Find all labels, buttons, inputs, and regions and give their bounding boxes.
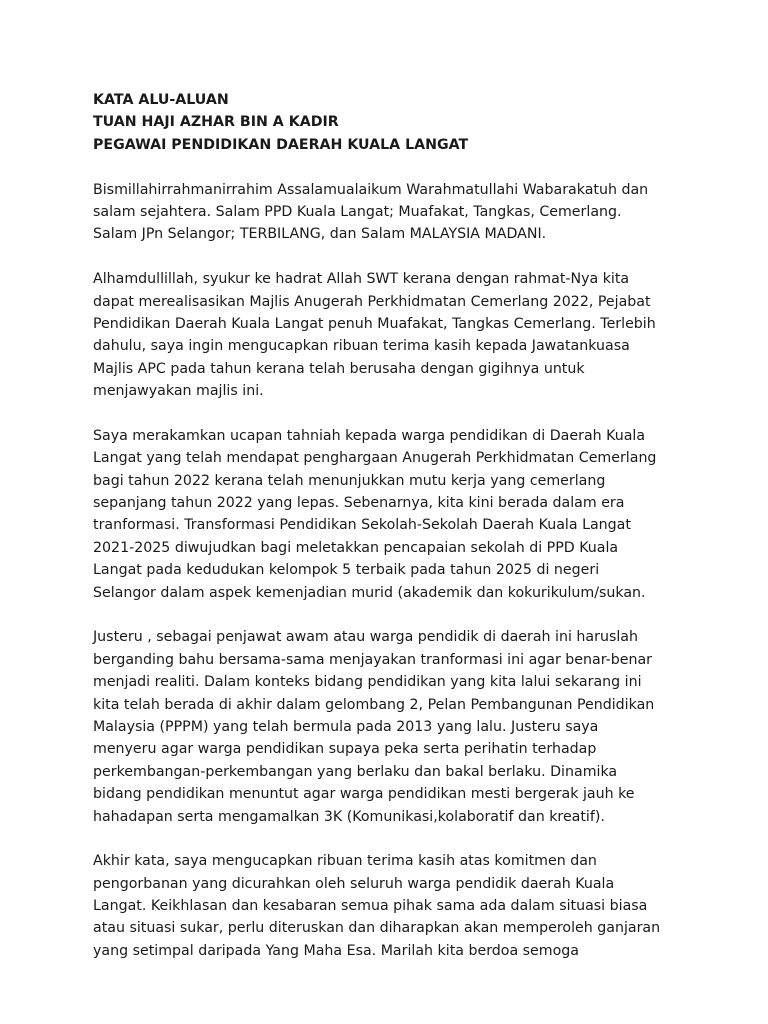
paragraph-greeting xyxy=(93,179,743,246)
paragraph-line: kita telah berada di akhir dalam gelombang 2, Pelan Pembangunan Pendidikan xyxy=(93,696,655,713)
paragraph-line: Langat yang telah mendapat penghargaan Anugerah Perkhidmatan Cemerlang xyxy=(93,450,657,467)
paragraph-line: perkembangan-perkembangan yang berlaku dan bakal berlaku. Dinamika xyxy=(93,763,618,780)
paragraph-line: sepanjang tahun 2022 yang lepas. Sebenarnya, kita kini berada dalam era xyxy=(93,495,625,512)
paragraph-line: Akhir kata, saya mengucapkan ribuan terima kasih atas komitmen dan xyxy=(93,853,597,870)
paragraph-line: Pendidikan Daerah Kuala Langat penuh Muafakat, Tangkas Cemerlang. Terlebih xyxy=(93,315,656,332)
paragraph-gratitude xyxy=(93,268,743,402)
paragraph-line: Salam JPn Selangor; TERBILANG, dan Salam MALAYSIA MADANI. xyxy=(93,226,547,243)
paragraph-closing xyxy=(93,850,743,962)
paragraph-line: yang setimpal daripada Yang Maha Esa. Marilah kita berdoa semoga xyxy=(93,942,579,959)
heading-position: PEGAWAI PENDIDIKAN DAERAH KUALA LANGAT xyxy=(93,136,469,153)
heading-title: KATA ALU-ALUAN xyxy=(93,92,229,108)
paragraph-line: bagi tahun 2022 kerana telah menunjukkan mutu kerja yang cemerlang xyxy=(93,472,606,489)
paragraph-line: Bismillahirrahmanirrahim Assalamualaikum Warahmatullahi Wabarakatuh dan xyxy=(93,181,649,198)
paragraph-line: menjadi realiti. Dalam konteks bidang pendidikan yang kita lalui sekarang ini xyxy=(93,674,642,691)
paragraph-line: Langat pada kedudukan kelompok 5 terbaik pada tahun 2025 di negeri xyxy=(93,562,600,579)
document-body xyxy=(93,89,743,962)
paragraph-line: Alhamdullillah, syukur ke hadrat Allah SWT kerana dengan rahmat-Nya kita xyxy=(93,271,630,288)
paragraph-line: Selangor dalam aspek kemenjadian murid (akademik dan kokurikulum/sukan. xyxy=(93,584,646,601)
document-heading xyxy=(93,89,743,156)
paragraph-line: Justeru , sebagai penjawat awam atau warga pendidik di daerah ini haruslah xyxy=(93,629,638,646)
paragraph-line: bidang pendidikan menuntut agar warga pendidikan mesti bergerak jauh ke xyxy=(93,786,635,803)
paragraph-line: pengorbanan yang dicurahkan oleh seluruh warga pendidik daerah Kuala xyxy=(93,875,615,892)
heading-name: TUAN HAJI AZHAR BIN A KADIR xyxy=(93,114,339,131)
paragraph-line: tranformasi. Transformasi Pendidikan Sekolah-Sekolah Daerah Kuala Langat xyxy=(93,517,631,534)
paragraph-line: atau situasi sukar, perlu diteruskan dan diharapkan akan memperoleh ganjaran xyxy=(93,920,661,937)
paragraph-congratulations xyxy=(93,425,743,604)
paragraph-line: Saya merakamkan ucapan tahniah kepada warga pendidikan di Daerah Kuala xyxy=(93,427,646,444)
paragraph-line: hahadapan serta mengamalkan 3K (Komunikasi,kolaboratif dan kreatif). xyxy=(93,808,605,825)
paragraph-line: menjawyakan majlis ini. xyxy=(93,383,264,400)
paragraph-line: salam sejahtera. Salam PPD Kuala Langat; Muafakat, Tangkas, Cemerlang. xyxy=(93,203,622,220)
paragraph-line: menyeru agar warga pendidikan supaya peka serta perihatin terhadap xyxy=(93,741,597,758)
paragraph-line: 2021-2025 diwujudkan bagi meletakkan pencapaian sekolah di PPD Kuala xyxy=(93,539,619,556)
paragraph-line: dahulu, saya ingin mengucapkan ribuan terima kasih kepada Jawatankuasa xyxy=(93,338,630,355)
paragraph-line: Malaysia (PPPM) yang telah bermula pada 2013 yang lalu. Justeru saya xyxy=(93,718,599,735)
paragraph-line: dapat merealisasikan Majlis Anugerah Perkhidmatan Cemerlang 2022, Pejabat xyxy=(93,293,651,310)
paragraph-line: Majlis APC pada tahun kerana telah berusaha dengan gigihnya untuk xyxy=(93,360,585,377)
paragraph-transformation xyxy=(93,626,743,828)
paragraph-line: berganding bahu bersama-sama menjayakan tranformasi ini agar benar-benar xyxy=(93,651,653,668)
paragraph-line: Langat. Keikhlasan dan kesabaran semua pihak sama ada dalam situasi biasa xyxy=(93,898,648,915)
